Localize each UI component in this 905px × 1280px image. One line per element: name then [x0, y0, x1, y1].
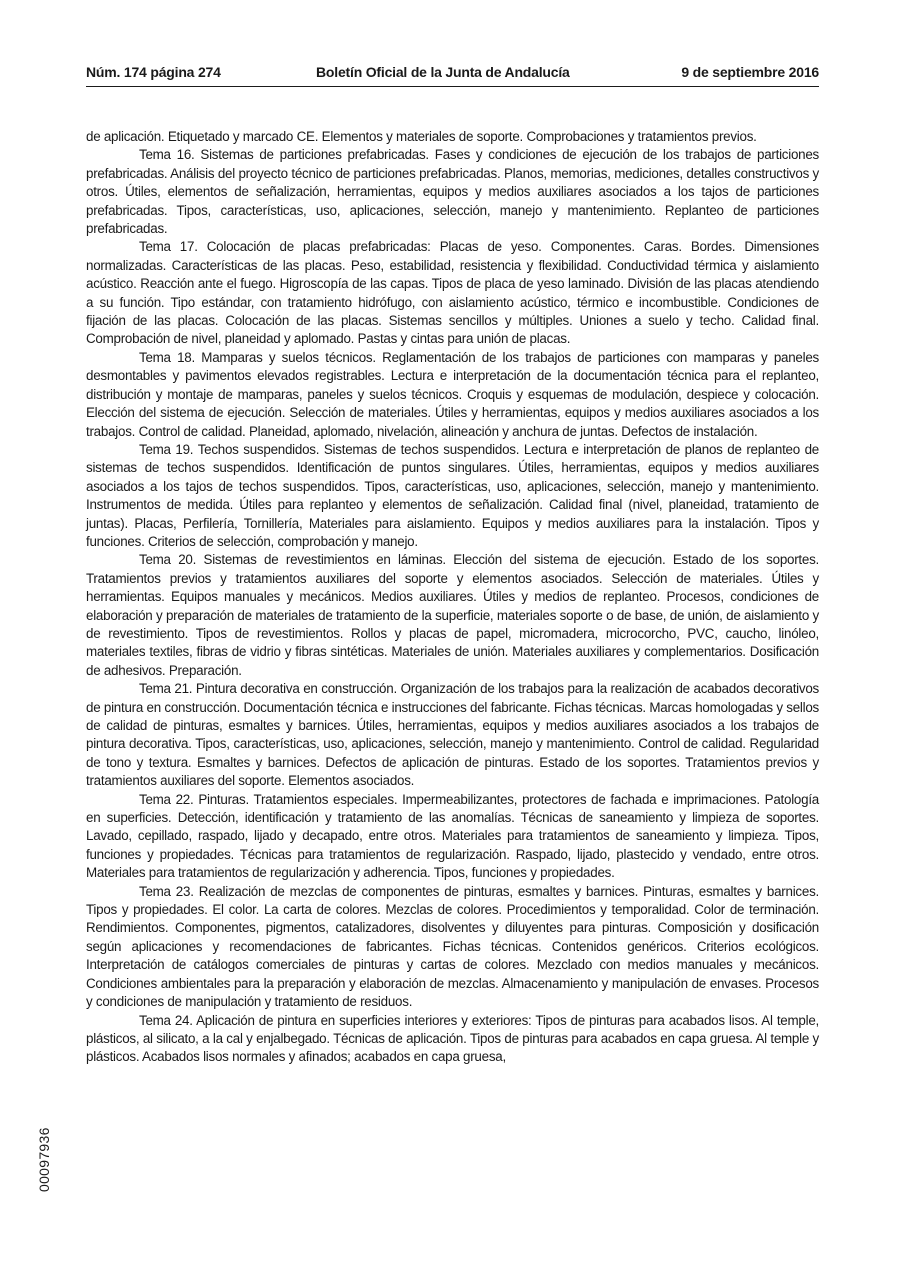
- document-code: 00097936: [36, 1127, 52, 1192]
- body-text: [86, 128, 819, 1067]
- paragraph-continuation: de aplicación. Etiquetado y marcado CE. Elementos y materiales de soporte. Comprobaciones y tratamientos previos.: [86, 129, 757, 144]
- paragraph-tema-24: Tema 24. Aplicación de pintura en superficies interiores y exteriores: Tipos de pinturas para acabados lisos. Al temple, plásticos, al silicato, a la cal y enjalbegado. Técnicas de aplicación. Tipos de pinturas para acabados en capa gruesa. Al temple y plásticos. Acabados lisos normales y afinados; acabados en capa gruesa,: [86, 1012, 819, 1065]
- paragraph-tema-17: Tema 17. Colocación de placas prefabricadas: Placas de yeso. Componentes. Caras. Bordes. Dimensiones normalizadas. Características de las placas. Peso, estabilidad, resistencia y flexibilidad. Conductividad térmica y aislamiento acústico. Reacción ante el fuego. Higroscopía de las capas. Tipos de placa de yeso laminado. División de las placas atendiendo a su función. Tipo estándar, con tratamiento hidrófugo, con aislamiento acústico, térmico e incombustible. Condiciones de fijación de las placas. Colocación de las placas. Sistemas sencillos y múltiples. Uniones a suelo y techo. Calidad final. Comprobación de nivel, planeidad y aplomado. Pastas y cintas para unión de placas.: [86, 239, 819, 347]
- publication-title: Boletín Oficial de la Junta de Andalucía: [316, 64, 570, 80]
- page-header: [86, 64, 819, 87]
- paragraph-tema-18: Tema 18. Mamparas y suelos técnicos. Reglamentación de los trabajos de particiones con mamparas y paneles desmontables y pavimentos elevados registrables. Lectura e interpretación de la documentación técnica para el replanteo, distribución y montaje de mamparas, paneles y suelos técnicos. Croquis y esquemas de modulación, despiece y colocación. Elección del sistema de ejecución. Selección de materiales. Útiles y herramientas, equipos y medios auxiliares asociados a los trabajos. Control de calidad. Planeidad, aplomado, nivelación, alineación y anchura de juntas. Defectos de instalación.: [86, 349, 819, 439]
- paragraph-tema-21: Tema 21. Pintura decorativa en construcción. Organización de los trabajos para la realización de acabados decorativos de pintura en construcción. Documentación técnica e instrucciones del fabricante. Fichas técnicas. Marcas homologadas y sellos de calidad de pinturas, esmaltes y barnices. Útiles, herramientas, equipos y medios auxiliares asociados a los trabajos de pintura decorativa. Tipos, características, uso, aplicaciones, selección, manejo y mantenimiento. Control de calidad. Regularidad de tono y textura. Esmaltes y barnices. Defectos de aplicación de pinturas. Estado de los soportes. Tratamientos previos y tratamientos auxiliares del soporte. Elementos asociados.: [86, 681, 819, 789]
- issue-page-number: Núm. 174 página 274: [86, 64, 221, 80]
- paragraph-tema-20: Tema 20. Sistemas de revestimientos en láminas. Elección del sistema de ejecución. Estado de los soportes. Tratamientos previos y tratamientos auxiliares del soporte y elementos asociados. Selección de materiales. Útiles y herramientas. Equipos manuales y mecánicos. Medios auxiliares. Útiles y medios de replanteo. Procesos, condiciones de elaboración y preparación de materiales de tratamiento de la superficie, materiales soporte o de base, de unión, de aislamiento y de revestimiento. Tipos de revestimientos. Rollos y placas de papel, micromadera, microcorcho, PVC, caucho, linóleo, materiales textiles, fibras de vidrio y fibras sintéticas. Materiales de unión. Materiales auxiliares y complementarios. Dosificación de adhesivos. Preparación.: [86, 552, 819, 678]
- paragraph-tema-16: Tema 16. Sistemas de particiones prefabricadas. Fases y condiciones de ejecución de los trabajos de particiones prefabricadas. Análisis del proyecto técnico de particiones prefabricadas. Planos, memorias, mediciones, detalles constructivos y otros. Útiles, elementos de señalización, herramientas, equipos y medios auxiliares asociados a los tajos de particiones prefabricadas. Tipos, características, uso, aplicaciones, selección, manejo y mantenimiento. Replanteo de particiones prefabricadas.: [86, 147, 819, 237]
- paragraph-tema-23: Tema 23. Realización de mezclas de componentes de pinturas, esmaltes y barnices. Pinturas, esmaltes y barnices. Tipos y propiedades. El color. La carta de colores. Mezclas de colores. Procedimientos y temporalidad. Color de terminación. Rendimientos. Componentes, pigmentos, catalizadores, disolventes y diluyentes para pinturas. Composición y dosificación según aplicaciones y recomendaciones de fabricantes. Fichas técnicas. Contenidos genéricos. Criterios ecológicos. Interpretación de catálogos comerciales de pinturas y cartas de colores. Mezclado con medios manuales y mecánicos. Condiciones ambientales para la preparación y elaboración de mezclas. Almacenamiento y manipulación de envases. Procesos y condiciones de manipulación y tratamiento de residuos.: [86, 883, 819, 1010]
- publication-date: 9 de septiembre 2016: [681, 64, 819, 80]
- paragraph-tema-19: Tema 19. Techos suspendidos. Sistemas de techos suspendidos. Lectura e interpretación de planos de replanteo de sistemas de techos suspendidos. Identificación de puntos singulares. Útiles, herramientas, equipos y medios auxiliares asociados a los tajos de techos suspendidos. Tipos, características, uso, aplicaciones, selección, manejo y mantenimiento. Instrumentos de medida. Útiles para replanteo y elementos de señalización. Calidad final (nivel, planeidad, tratamiento de juntas). Placas, Perfilería, Tornillería, Materiales para aislamiento. Equipos y medios auxiliares para la instalación. Tipos y funciones. Criterios de selección, comprobación y manejo.: [86, 441, 819, 549]
- paragraph-tema-22: Tema 22. Pinturas. Tratamientos especiales. Impermeabilizantes, protectores de fachada e imprimaciones. Patología en superficies. Detección, identificación y tratamiento de las anomalías. Técnicas de saneamiento y limpieza de soportes. Lavado, cepillado, raspado, lijado y decapado, entre otros. Materiales para tratamientos de saneamiento y limpieza. Tipos, funciones y propiedades. Técnicas para tratamientos de regularización. Raspado, lijado, plastecido y vendado, entre otros. Materiales para tratamientos de regularización y adherencia. Tipos, funciones y propiedades.: [86, 791, 819, 881]
